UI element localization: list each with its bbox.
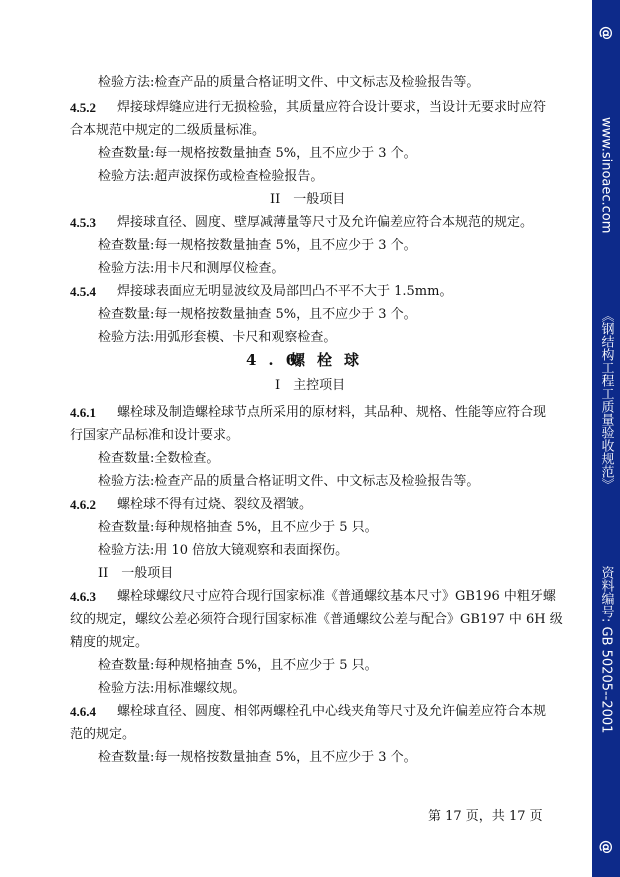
text-line: 纹的规定，螺纹公差必须符合现行国家标准《普通螺纹公差与配合》GB197 中 6H 级: [70, 612, 563, 627]
text-line: 螺栓球螺纹尺寸应符合现行国家标准《普通螺纹基本尺寸》GB196 中粗牙螺: [117, 589, 556, 604]
clause-number: 4.6.1: [70, 405, 96, 420]
text-line: 检查数量:每一规格按数量抽查 5%，且不应少于 3 个。: [98, 146, 417, 161]
text-line: 检验方法:用标准螺纹规。: [98, 681, 246, 696]
clause-number: 4.6.4: [70, 704, 96, 719]
text-line: 检查数量:每一规格按数量抽查 5%，且不应少于 3 个。: [98, 750, 417, 765]
text-line: 检验方法:检查产品的质量合格证明文件、中文标志及检验报告等。: [98, 75, 480, 90]
section-title: 螺栓球: [290, 351, 372, 369]
subsection-heading: I 主控项目: [275, 378, 346, 393]
text-line: 范的规定。: [70, 727, 136, 742]
text-line: 检验方法:检查产品的质量合格证明文件、中文标志及检验报告等。: [98, 474, 480, 489]
text-line: 螺栓球不得有过烧、裂纹及褶皱。: [117, 497, 313, 512]
text-line: 检查数量:每种规格抽查 5%，且不应少于 5 只。: [98, 520, 378, 535]
document-number: 资料编号: GB 50205--2001: [598, 566, 614, 734]
text-line: 检验方法:超声波探伤或检查检验报告。: [98, 169, 324, 184]
text-line: 检查数量:每一规格按数量抽查 5%，且不应少于 3 个。: [98, 307, 417, 322]
at-icon-top: @: [598, 26, 614, 40]
section-number: 4.6: [246, 351, 309, 369]
text-line: 检查数量:全数检查。: [98, 451, 220, 466]
text-line: 螺栓球直径、圆度、相邻两螺栓孔中心线夹角等尺寸及允许偏差应符合本规: [117, 704, 547, 719]
clause-number: 4.5.3: [70, 215, 96, 230]
clause-number: 4.6.3: [70, 589, 96, 604]
subsection-heading: II 一般项目: [98, 566, 174, 581]
text-line: 检验方法:用卡尺和测厚仪检查。: [98, 261, 285, 276]
text-line: 焊接球焊缝应进行无损检验，其质量应符合设计要求，当设计无要求时应符: [117, 100, 547, 115]
at-icon-bottom: @: [598, 840, 614, 854]
clause-number: 4.5.4: [70, 284, 96, 299]
text-line: 焊接球直径、圆度、壁厚减薄量等尺寸及允许偏差应符合本规范的规定。: [117, 215, 534, 230]
subsection-heading: II 一般项目: [270, 192, 346, 207]
text-line: 合本规范中规定的二级质量标准。: [70, 123, 266, 138]
text-line: 焊接球表面应无明显波纹及局部凹凸不平不大于 1.5mm。: [117, 284, 453, 299]
text-line: 检查数量:每一规格按数量抽查 5%，且不应少于 3 个。: [98, 238, 417, 253]
text-line: 行国家产品标准和设计要求。: [70, 428, 240, 443]
text-line: 检查数量:每种规格抽查 5%，且不应少于 5 只。: [98, 658, 378, 673]
document-title: 《钢结构工程工质量验收规范》: [598, 309, 614, 491]
sidebar-banner: [592, 0, 620, 877]
text-line: 螺栓球及制造螺栓球节点所采用的原材料，其品种、规格、性能等应符合现: [117, 405, 547, 420]
website-link[interactable]: www.sinoaec.com: [598, 116, 614, 234]
text-line: 检验方法:用弧形套模、卡尺和观察检查。: [98, 330, 337, 345]
clause-number: 4.6.2: [70, 497, 96, 512]
page-number: 第 17 页，共 17 页: [428, 809, 543, 824]
clause-number: 4.5.2: [70, 100, 96, 115]
text-line: 检验方法:用 10 倍放大镜观察和表面探伤。: [98, 543, 349, 558]
text-line: 精度的规定。: [70, 635, 149, 650]
